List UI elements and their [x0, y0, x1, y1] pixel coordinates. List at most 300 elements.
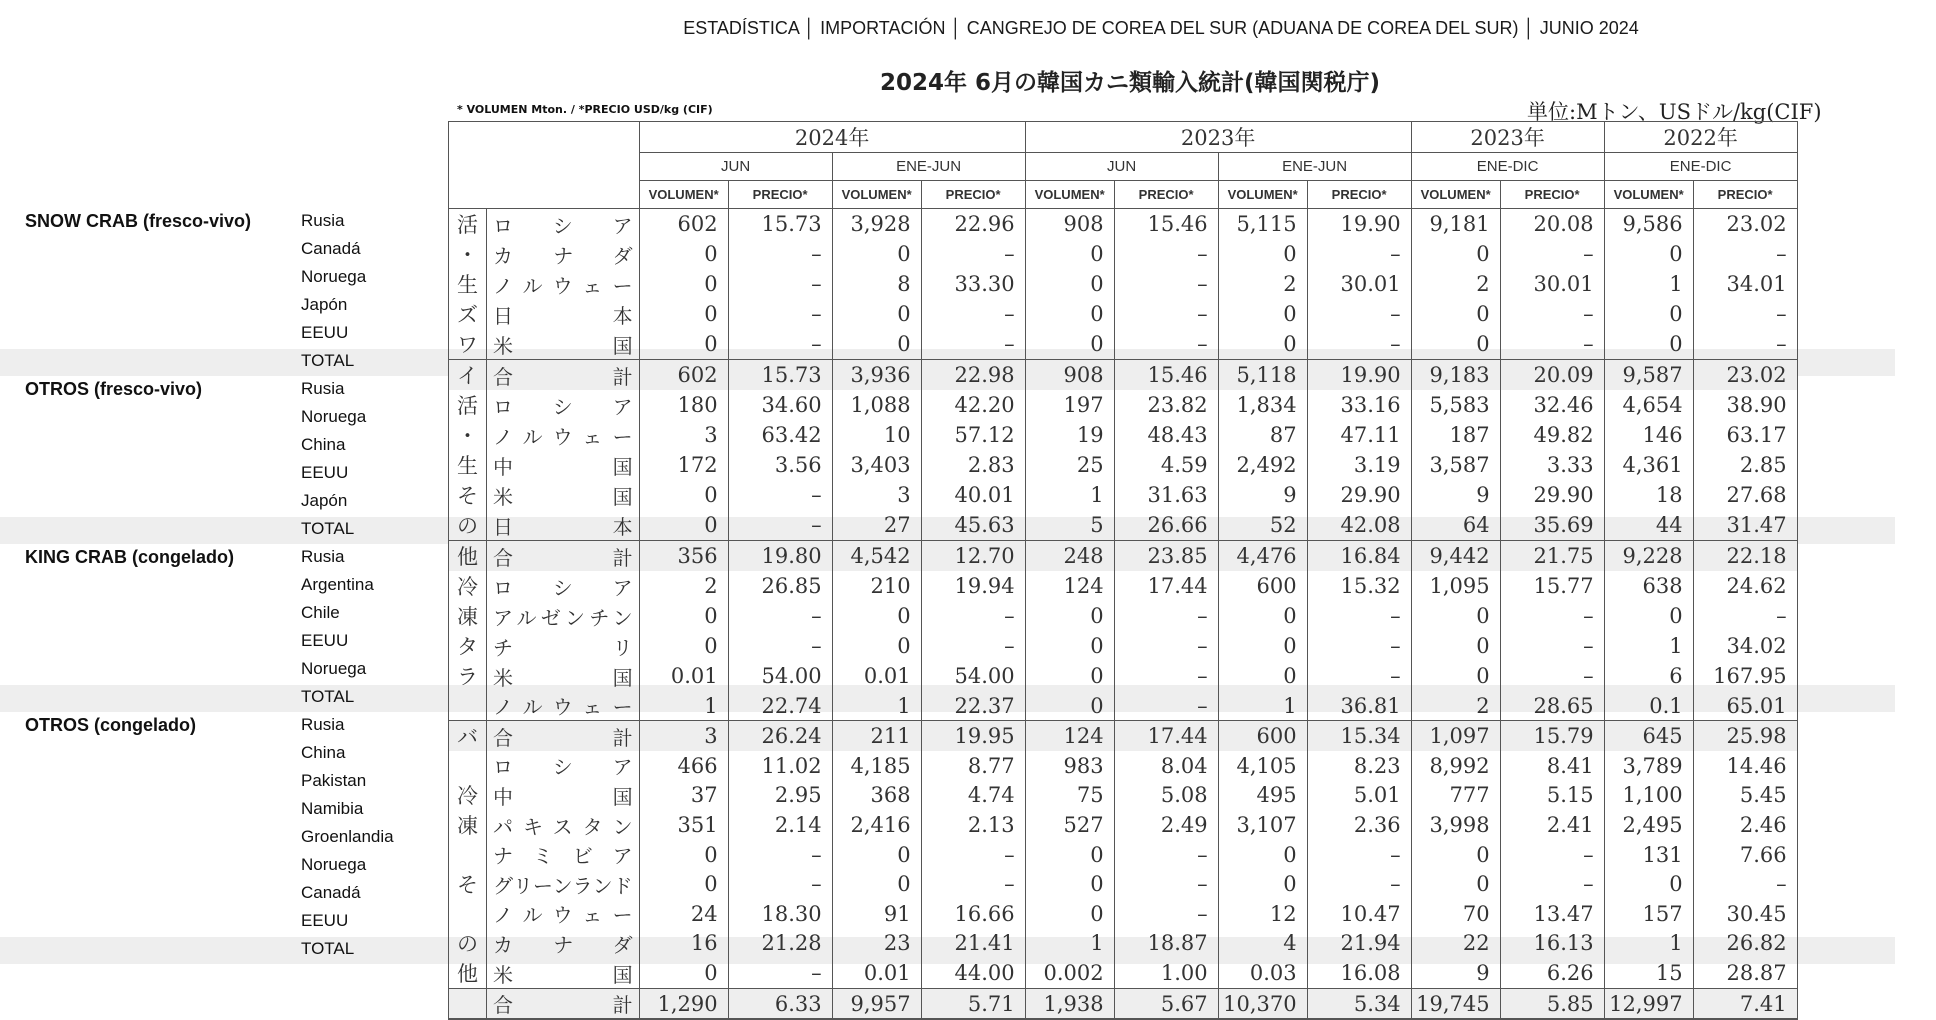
price-header: PRECIO* — [1693, 181, 1797, 209]
price-cell: 7.66 — [1693, 840, 1797, 869]
price-cell: – — [1307, 661, 1411, 691]
volume-cell: 87 — [1218, 420, 1307, 450]
price-cell: 2.13 — [921, 810, 1025, 840]
volume-cell: 908 — [1025, 209, 1114, 240]
price-cell: 4.74 — [921, 780, 1025, 810]
volume-cell: 3 — [639, 420, 728, 450]
price-cell: 63.42 — [728, 420, 832, 450]
price-cell: 21.94 — [1307, 928, 1411, 958]
volume-cell: 0 — [832, 329, 921, 360]
price-cell: 18.87 — [1114, 928, 1218, 958]
volume-cell: 0.03 — [1218, 958, 1307, 989]
jp-category-char: タ — [449, 631, 487, 661]
period-header: ENE-DIC — [1411, 153, 1604, 181]
volume-cell: 1 — [1604, 269, 1693, 299]
jp-category-char: 他 — [449, 541, 487, 572]
price-cell: 21.28 — [728, 928, 832, 958]
volume-header: VOLUMEN* — [1025, 181, 1114, 209]
volume-cell: 0 — [1218, 299, 1307, 329]
volume-cell: 0 — [1218, 239, 1307, 269]
price-cell: – — [728, 299, 832, 329]
jp-category-char: 生 — [449, 269, 487, 299]
country-label: China — [301, 435, 346, 454]
price-cell: 2.46 — [1693, 810, 1797, 840]
price-cell: 20.08 — [1500, 209, 1604, 240]
price-cell: 36.81 — [1307, 691, 1411, 721]
report-header-text: ESTADÍSTICA │ IMPORTACIÓN │ CANGREJO DE COREA DEL SUR (ADUANA DE COREA DEL SUR) │ JUNIO 2024 — [683, 18, 1639, 38]
table-row — [449, 928, 1798, 958]
price-cell: 54.00 — [921, 661, 1025, 691]
jp-category-char: ・ — [449, 239, 487, 269]
price-cell: 22.18 — [1693, 541, 1797, 572]
price-cell: 22.37 — [921, 691, 1025, 721]
price-cell: – — [921, 299, 1025, 329]
price-cell: 32.46 — [1500, 390, 1604, 420]
jp-country-name: 合計 — [487, 360, 640, 391]
price-cell: – — [1114, 299, 1218, 329]
volume-cell: 124 — [1025, 571, 1114, 601]
price-cell: – — [1114, 869, 1218, 899]
jp-category-char: の — [449, 510, 487, 541]
category-label: KING CRAB (congelado) — [25, 547, 234, 567]
jp-country-name: ノルウェー — [487, 899, 640, 928]
volume-cell: 9,957 — [832, 989, 921, 1020]
volume-cell: 0.1 — [1604, 691, 1693, 721]
jp-category-char: ズ — [449, 299, 487, 329]
volume-cell: 0 — [832, 840, 921, 869]
price-cell: 29.90 — [1500, 480, 1604, 510]
price-cell: 28.87 — [1693, 958, 1797, 989]
category-label: OTROS (fresco-vivo) — [25, 379, 203, 399]
volume-cell: 602 — [639, 360, 728, 391]
total-label: TOTAL — [301, 351, 355, 370]
volume-cell: 4,105 — [1218, 751, 1307, 780]
volume-cell: 64 — [1411, 510, 1500, 541]
price-cell: – — [1693, 239, 1797, 269]
volume-cell: 4 — [1218, 928, 1307, 958]
price-cell: 23.85 — [1114, 541, 1218, 572]
volume-cell: 4,654 — [1604, 390, 1693, 420]
volume-cell: 527 — [1025, 810, 1114, 840]
price-cell: 49.82 — [1500, 420, 1604, 450]
price-cell: 33.16 — [1307, 390, 1411, 420]
price-cell: 15.34 — [1307, 721, 1411, 752]
volume-cell: 9,228 — [1604, 541, 1693, 572]
volume-cell: 1 — [832, 691, 921, 721]
volume-cell: 0 — [639, 869, 728, 899]
volume-cell: 777 — [1411, 780, 1500, 810]
volume-cell: 197 — [1025, 390, 1114, 420]
jp-country-name: 合計 — [487, 989, 640, 1020]
jp-country-name: グリーンランド — [487, 869, 640, 899]
volume-cell: 37 — [639, 780, 728, 810]
price-cell: 47.11 — [1307, 420, 1411, 450]
price-cell: 27.68 — [1693, 480, 1797, 510]
volume-cell: 0 — [1604, 329, 1693, 360]
price-cell: – — [1500, 299, 1604, 329]
volume-cell: 0 — [1411, 869, 1500, 899]
corner-cell — [449, 122, 640, 209]
jp-category-char: 凍 — [449, 601, 487, 631]
jp-category-char — [449, 899, 487, 928]
volume-cell: 9,442 — [1411, 541, 1500, 572]
volume-cell: 5,115 — [1218, 209, 1307, 240]
price-cell: – — [1114, 661, 1218, 691]
volume-cell: 1,100 — [1604, 780, 1693, 810]
volume-header: VOLUMEN* — [1411, 181, 1500, 209]
country-label: Rusia — [301, 211, 345, 230]
jp-country-name: 中国 — [487, 450, 640, 480]
price-header: PRECIO* — [1307, 181, 1411, 209]
price-cell: 13.47 — [1500, 899, 1604, 928]
price-cell: 14.46 — [1693, 751, 1797, 780]
jp-country-name: 日本 — [487, 299, 640, 329]
volume-cell: 1,097 — [1411, 721, 1500, 752]
price-cell: – — [1307, 869, 1411, 899]
table-row — [449, 329, 1798, 360]
category-label: SNOW CRAB (fresco-vivo) — [25, 211, 252, 231]
jp-country-name: 米国 — [487, 329, 640, 360]
total-label: TOTAL — [301, 939, 355, 958]
volume-cell: 3 — [639, 721, 728, 752]
volume-cell: 0 — [1025, 691, 1114, 721]
volume-cell: 645 — [1604, 721, 1693, 752]
table-row — [449, 510, 1798, 541]
jp-category-char: そ — [449, 869, 487, 899]
price-cell: 1.00 — [1114, 958, 1218, 989]
volume-cell: 1 — [1025, 928, 1114, 958]
price-cell: 29.90 — [1307, 480, 1411, 510]
price-cell: 4.59 — [1114, 450, 1218, 480]
country-label: Pakistan — [301, 771, 367, 790]
volume-cell: 0 — [1218, 869, 1307, 899]
price-cell: 22.74 — [728, 691, 832, 721]
price-header: PRECIO* — [1500, 181, 1604, 209]
price-cell: 23.02 — [1693, 209, 1797, 240]
price-cell: – — [1307, 631, 1411, 661]
table-row — [449, 751, 1798, 780]
volume-cell: 3,107 — [1218, 810, 1307, 840]
price-cell: – — [1114, 269, 1218, 299]
volume-cell: 0 — [1604, 239, 1693, 269]
price-cell: – — [728, 510, 832, 541]
jp-country-name: カナダ — [487, 239, 640, 269]
volume-cell: 495 — [1218, 780, 1307, 810]
price-cell: 23.82 — [1114, 390, 1218, 420]
volume-cell: 0 — [639, 840, 728, 869]
volume-cell: 2 — [1218, 269, 1307, 299]
volume-cell: 211 — [832, 721, 921, 752]
volume-cell: 0 — [1411, 239, 1500, 269]
volume-cell: 638 — [1604, 571, 1693, 601]
table-row — [449, 601, 1798, 631]
volume-cell: 0 — [639, 239, 728, 269]
price-cell: 2.41 — [1500, 810, 1604, 840]
period-header-row — [449, 153, 1798, 181]
volume-cell: 16 — [639, 928, 728, 958]
volume-header: VOLUMEN* — [639, 181, 728, 209]
price-cell: 65.01 — [1693, 691, 1797, 721]
year-header-2022: 2022年 — [1604, 122, 1797, 153]
volume-cell: 5 — [1025, 510, 1114, 541]
volume-cell: 0.01 — [639, 661, 728, 691]
volume-cell: 0 — [832, 601, 921, 631]
price-cell: – — [921, 239, 1025, 269]
jp-country-name: 合計 — [487, 721, 640, 752]
price-cell: – — [1693, 869, 1797, 899]
price-cell: 24.62 — [1693, 571, 1797, 601]
volume-cell: 0 — [832, 239, 921, 269]
price-cell: – — [1500, 601, 1604, 631]
country-label: EEUU — [301, 911, 349, 930]
price-cell: 16.08 — [1307, 958, 1411, 989]
volume-cell: 602 — [639, 209, 728, 240]
table-row — [449, 631, 1798, 661]
price-cell: 34.01 — [1693, 269, 1797, 299]
volume-cell: 0 — [1411, 661, 1500, 691]
volume-cell: 0 — [639, 329, 728, 360]
volume-cell: 0 — [832, 299, 921, 329]
volume-header: VOLUMEN* — [1604, 181, 1693, 209]
price-cell: – — [1500, 840, 1604, 869]
price-cell: 5.01 — [1307, 780, 1411, 810]
price-cell: 17.44 — [1114, 571, 1218, 601]
price-cell: 5.34 — [1307, 989, 1411, 1020]
price-cell: 16.13 — [1500, 928, 1604, 958]
price-cell: 2.49 — [1114, 810, 1218, 840]
price-cell: 8.04 — [1114, 751, 1218, 780]
price-cell: 30.45 — [1693, 899, 1797, 928]
price-cell: 23.02 — [1693, 360, 1797, 391]
price-cell: – — [921, 840, 1025, 869]
volume-cell: 1,095 — [1411, 571, 1500, 601]
price-cell: 11.02 — [728, 751, 832, 780]
price-cell: – — [1693, 601, 1797, 631]
jp-category-char: ワ — [449, 329, 487, 360]
volume-cell: 210 — [832, 571, 921, 601]
total-row — [449, 721, 1798, 752]
volume-cell: 9 — [1411, 958, 1500, 989]
volume-cell: 2,495 — [1604, 810, 1693, 840]
price-cell: – — [1307, 329, 1411, 360]
volume-cell: 1 — [1604, 631, 1693, 661]
volume-cell: 15 — [1604, 958, 1693, 989]
price-cell: 16.84 — [1307, 541, 1411, 572]
price-cell: 26.24 — [728, 721, 832, 752]
country-label: Japón — [301, 295, 348, 314]
price-cell: 34.60 — [728, 390, 832, 420]
volume-cell: 248 — [1025, 541, 1114, 572]
price-cell: – — [1307, 239, 1411, 269]
volume-cell: 2,416 — [832, 810, 921, 840]
volume-cell: 1 — [1218, 691, 1307, 721]
volume-cell: 0.01 — [832, 958, 921, 989]
price-cell: 15.73 — [728, 209, 832, 240]
volume-cell: 9,181 — [1411, 209, 1500, 240]
price-cell: 31.63 — [1114, 480, 1218, 510]
total-label: TOTAL — [301, 519, 355, 538]
table-row — [449, 958, 1798, 989]
volume-cell: 0 — [1025, 269, 1114, 299]
volume-cell: 172 — [639, 450, 728, 480]
table-row — [449, 269, 1798, 299]
volume-cell: 0 — [639, 631, 728, 661]
table-row — [449, 420, 1798, 450]
price-cell: 15.79 — [1500, 721, 1604, 752]
price-cell: 22.98 — [921, 360, 1025, 391]
total-label: TOTAL — [301, 687, 355, 706]
volume-cell: 3,998 — [1411, 810, 1500, 840]
volume-cell: 0 — [1025, 601, 1114, 631]
price-cell: 5.71 — [921, 989, 1025, 1020]
price-cell: 20.09 — [1500, 360, 1604, 391]
price-cell: 5.45 — [1693, 780, 1797, 810]
volume-cell: 146 — [1604, 420, 1693, 450]
volume-cell: 6 — [1604, 661, 1693, 691]
price-cell: 6.26 — [1500, 958, 1604, 989]
price-cell: 8.23 — [1307, 751, 1411, 780]
volume-cell: 9,183 — [1411, 360, 1500, 391]
jp-category-char: 冷 — [449, 780, 487, 810]
table-row — [449, 869, 1798, 899]
country-label: Noruega — [301, 855, 367, 874]
price-cell: 8.77 — [921, 751, 1025, 780]
measure-header-row — [449, 181, 1798, 209]
jp-category-char — [449, 840, 487, 869]
price-cell: 63.17 — [1693, 420, 1797, 450]
country-label: Rusia — [301, 547, 345, 566]
volume-cell: 356 — [639, 541, 728, 572]
left-labels — [0, 0, 448, 987]
volume-cell: 180 — [639, 390, 728, 420]
volume-cell: 44 — [1604, 510, 1693, 541]
table-row — [449, 810, 1798, 840]
price-cell: – — [728, 840, 832, 869]
jp-category-char: 凍 — [449, 810, 487, 840]
country-label: Canadá — [301, 883, 361, 902]
price-cell: 30.01 — [1307, 269, 1411, 299]
volume-cell: 600 — [1218, 571, 1307, 601]
total-row — [449, 541, 1798, 572]
volume-cell: 9,587 — [1604, 360, 1693, 391]
price-cell: – — [728, 958, 832, 989]
jp-country-name: ロシア — [487, 390, 640, 420]
jp-country-name: 米国 — [487, 958, 640, 989]
table-row — [449, 450, 1798, 480]
table-row — [449, 661, 1798, 691]
price-cell: 26.66 — [1114, 510, 1218, 541]
price-cell: – — [921, 631, 1025, 661]
price-cell: – — [1693, 329, 1797, 360]
year-header-2023: 2023年 — [1025, 122, 1411, 153]
volume-cell: 1,834 — [1218, 390, 1307, 420]
year-header-2024: 2024年 — [639, 122, 1025, 153]
volume-cell: 1 — [639, 691, 728, 721]
volume-cell: 10,370 — [1218, 989, 1307, 1020]
table-row — [449, 299, 1798, 329]
jp-country-name: 中国 — [487, 780, 640, 810]
table-row — [449, 780, 1798, 810]
jp-category-char: 冷 — [449, 571, 487, 601]
volume-cell: 0 — [832, 869, 921, 899]
volume-cell: 0.002 — [1025, 958, 1114, 989]
volume-cell: 0 — [1604, 601, 1693, 631]
country-label: Noruega — [301, 659, 367, 678]
jp-category-char — [449, 989, 487, 1020]
price-cell: 15.73 — [728, 360, 832, 391]
price-cell: – — [1500, 869, 1604, 899]
price-cell: – — [921, 869, 1025, 899]
jp-country-name: アルゼンチン — [487, 601, 640, 631]
price-cell: 167.95 — [1693, 661, 1797, 691]
table-row — [449, 691, 1798, 721]
country-label: Argentina — [301, 575, 374, 594]
volume-cell: 0 — [1025, 869, 1114, 899]
jp-category-char: イ — [449, 360, 487, 391]
volume-cell: 0 — [639, 299, 728, 329]
units-note: * VOLUMEN Mton. / *PRECIO USD/kg (CIF) — [457, 103, 713, 116]
volume-cell: 0 — [639, 601, 728, 631]
price-cell: – — [728, 239, 832, 269]
price-cell: 7.41 — [1693, 989, 1797, 1020]
volume-header: VOLUMEN* — [1218, 181, 1307, 209]
jp-country-name: ロシア — [487, 209, 640, 240]
price-cell: 15.32 — [1307, 571, 1411, 601]
price-cell: – — [1114, 601, 1218, 631]
price-cell: 5.15 — [1500, 780, 1604, 810]
price-cell: 34.02 — [1693, 631, 1797, 661]
country-label: Noruega — [301, 267, 367, 286]
volume-cell: 1,088 — [832, 390, 921, 420]
price-cell: – — [728, 869, 832, 899]
volume-cell: 27 — [832, 510, 921, 541]
volume-cell: 131 — [1604, 840, 1693, 869]
volume-cell: 983 — [1025, 751, 1114, 780]
jp-category-char: ・ — [449, 420, 487, 450]
volume-cell: 0 — [1025, 329, 1114, 360]
jp-country-name: 米国 — [487, 661, 640, 691]
price-cell: 42.08 — [1307, 510, 1411, 541]
price-cell: 19.90 — [1307, 209, 1411, 240]
volume-cell: 3 — [832, 480, 921, 510]
jp-country-name: パキスタン — [487, 810, 640, 840]
volume-cell: 368 — [832, 780, 921, 810]
price-cell: 44.00 — [921, 958, 1025, 989]
volume-cell: 466 — [639, 751, 728, 780]
volume-cell: 23 — [832, 928, 921, 958]
volume-cell: 0 — [1025, 239, 1114, 269]
table-row — [449, 840, 1798, 869]
volume-cell: 0 — [639, 958, 728, 989]
price-cell: 15.46 — [1114, 360, 1218, 391]
jp-country-name: カナダ — [487, 928, 640, 958]
volume-cell: 908 — [1025, 360, 1114, 391]
volume-cell: 91 — [832, 899, 921, 928]
volume-cell: 3,928 — [832, 209, 921, 240]
price-cell: 12.70 — [921, 541, 1025, 572]
price-cell: 18.30 — [728, 899, 832, 928]
price-cell: – — [728, 601, 832, 631]
volume-cell: 9 — [1411, 480, 1500, 510]
volume-cell: 24 — [639, 899, 728, 928]
jp-country-name: ナミビア — [487, 840, 640, 869]
price-cell: – — [1114, 691, 1218, 721]
price-cell: – — [1114, 329, 1218, 360]
price-cell: – — [921, 329, 1025, 360]
price-cell: 21.41 — [921, 928, 1025, 958]
volume-cell: 4,185 — [832, 751, 921, 780]
price-cell: 15.77 — [1500, 571, 1604, 601]
